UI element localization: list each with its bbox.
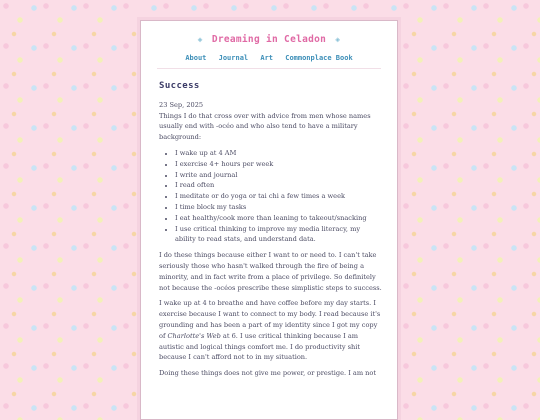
book-title: Charlotte's Web — [167, 331, 221, 340]
post-list — [159, 148, 383, 245]
list-item: • I wake up at 4 AM — [175, 148, 383, 159]
list-item: • I eat healthy/cook more than leaning to takeout/snacking — [175, 213, 383, 224]
list-item: • I write and journal — [175, 170, 383, 181]
content-card — [140, 20, 398, 420]
list-item: • I use critical thinking to improve my media literacy, my ability to read stats, and understand data. — [175, 224, 383, 246]
site-title[interactable] — [141, 34, 397, 45]
list-item: • I exercise 4+ hours per week — [175, 159, 383, 170]
list-item: • I meditate or do yoga or tai chi a few times a week — [175, 191, 383, 202]
post-paragraph-3 — [159, 298, 383, 363]
ornament-left-icon: ◈ — [197, 35, 203, 44]
post-title: Success — [159, 81, 200, 91]
post-article — [159, 81, 383, 384]
ornament-right-icon: ◈ — [335, 35, 341, 44]
nav-divider — [157, 68, 381, 69]
paragraph-3-end: at 6. I use critical thinking because I am autistic and logical things comfort me. I do productivity shit because I can't afford not to in my situation. — [159, 331, 361, 362]
post-date: 23 Sep, 2025 — [159, 100, 204, 109]
nav-link-art[interactable]: Art — [260, 54, 274, 62]
post-intro: Things I do that cross over with advice from men whose names usually end with -océo and who also tend to have a military background: — [159, 111, 371, 142]
nav-link-about[interactable]: About — [185, 54, 207, 62]
main-nav — [141, 54, 397, 62]
post-paragraph-4: Doing these things does not give me power, or prestige. I am not — [159, 369, 377, 378]
post-paragraph-2: I do these things because either I want to or need to. I can't take seriously those who hasn't walked through the fire of being a minority, and in fact write from a place of privilege. So definitely not because the -océos prescribe these simplistic steps to success. — [159, 251, 382, 292]
paragraph-3-start: I wake up at 4 to breathe and have coffee before my day starts. I exercise because I want to connect to my body. I read because it's grounding and has been a part of my identity since I got my copy of — [159, 299, 381, 340]
nav-link-journal[interactable]: Journal — [218, 54, 249, 62]
list-item: • I time block my tasks — [175, 202, 383, 213]
site-title-text[interactable]: Dreaming in Celadon — [211, 34, 327, 45]
nav-link-commonplace-book[interactable]: Commonplace Book — [285, 54, 353, 62]
list-item: • I read often — [175, 180, 383, 191]
